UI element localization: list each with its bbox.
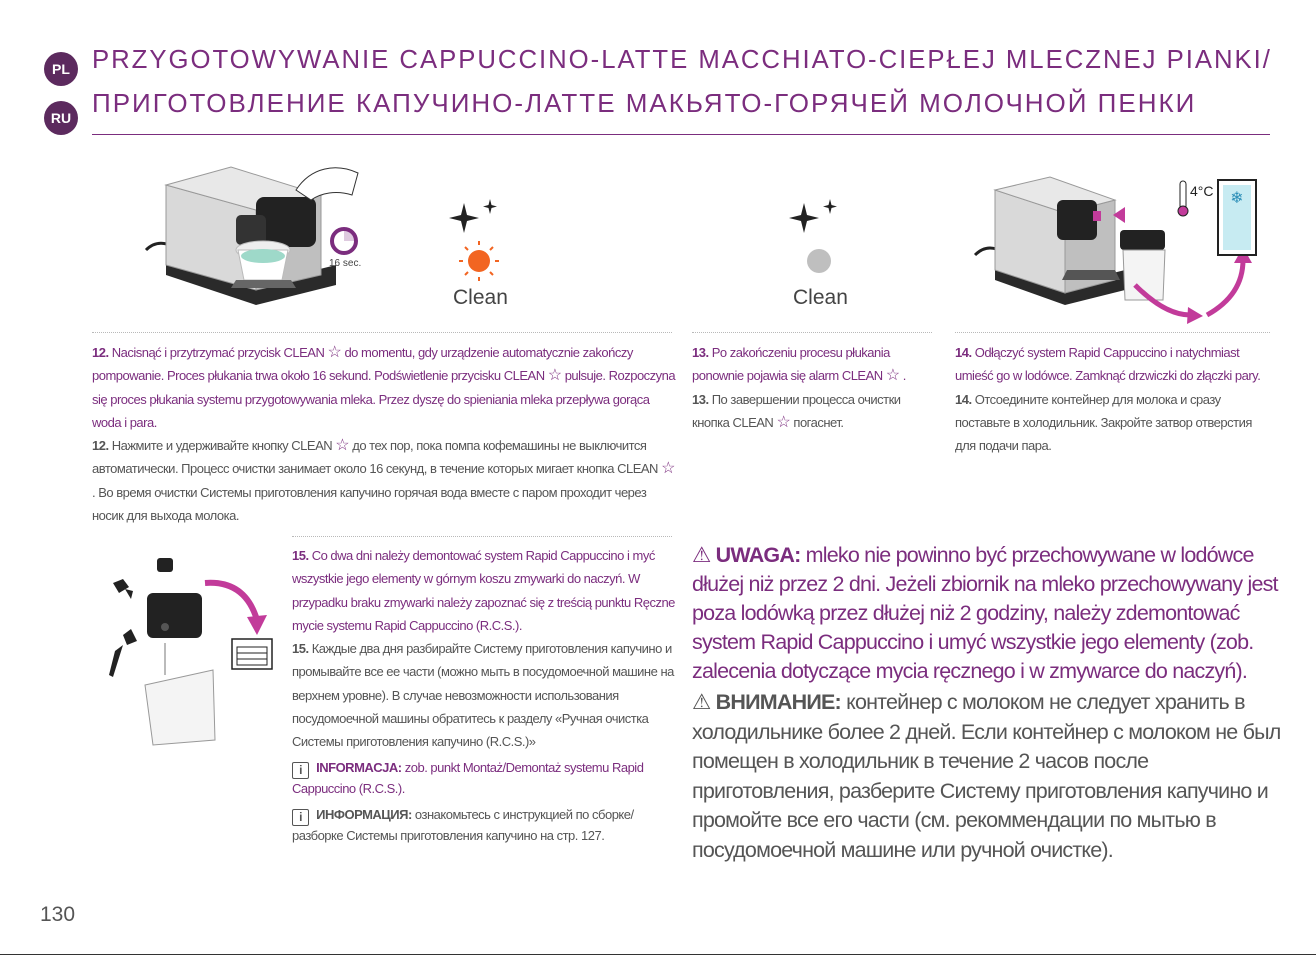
language-badge-pl: PL — [44, 52, 78, 86]
step-15-number-ru: 15. — [292, 641, 309, 657]
timer-icon — [329, 226, 359, 256]
step-13-number-ru: 13. — [692, 391, 709, 407]
header-divider — [92, 134, 1270, 135]
warning-ru-label: ВНИМАНИЕ: — [715, 690, 841, 714]
step-13-number-pl: 13. — [692, 345, 709, 360]
clean-star-icon: ☆ — [327, 344, 342, 361]
step-12-ru-part1: Нажмите и удерживайте кнопку CLEAN — [111, 438, 333, 454]
warning-pl — [692, 541, 1292, 686]
info-note-ru — [292, 805, 675, 846]
step-12-number-ru: 12. — [92, 438, 109, 454]
step-15-ru: Каждые два дня разбирайте Систему приготовления капучино и промывайте все ее части (можно мыть в посудомоечной машине на верхнем уровне). В случае невозможности использования посудомоечной машины обратитесь к разделу «Ручная очистка Системы приготовления капучино (R.C.S.)» — [292, 641, 674, 750]
step-12-pl-part3: pulsuje. Rozpoczyna się proces płukania systemu przygotowywania mleka. Przez dyszę do spieniania mleka przepływa gorąca woda i para. — [92, 368, 676, 430]
step-12-pl-part1: Nacisnąć i przytrzymać przycisk CLEAN — [111, 345, 325, 360]
clean-star-icon: ☆ — [335, 437, 350, 455]
clean-star-icon: ☆ — [776, 413, 791, 431]
fridge-storage-illustration — [975, 175, 1265, 325]
step-13-pl-part1: Po zakończeniu procesu płukania ponownie pojawia się alarm CLEAN — [692, 345, 890, 384]
info-ru-label: ИНФОРМАЦИЯ: — [316, 806, 412, 822]
step-13-ru-part1: По завершении процесса очистки кнопка CLEAN — [692, 391, 901, 430]
step-12-text — [92, 341, 677, 527]
step-15-pl: Co dwa dni należy demontować system Rapid Cappuccino i myć wszystkie jego elementy w górnym koszu zmywarki do naczyń. W przypadku braku zmywarki należy zapoznać się z treścią punktu Ręczne mycie systemu Rapid Cappuccino (R.C.S.). — [292, 548, 675, 633]
step-12-pl-part2: do momentu, gdy urządzenie automatycznie zakończy pompowanie. Proces płukania trwa około 16 sekund. Podświetlenie przycisku CLEAN — [92, 345, 633, 384]
divider-13 — [692, 332, 932, 333]
timer-label: 16 sec. — [329, 258, 362, 269]
step-14-pl: Odłączyć system Rapid Cappuccino i natychmiast umieść go w lodówce. Zamknąć drzwiczki do złączki pary. — [955, 345, 1261, 384]
info-icon: i — [292, 809, 309, 826]
warning-icon: ⚠ — [692, 543, 711, 567]
warning-ru-text: контейнер с молоком не следует хранить в холодильнике более 2 дней. Если контейнер с молоком не был помещен в холодильник в течение 2 часов после приготовления, разберите Систему приготовления капучино и промойте все его части (см. рекоммендации по мытью в посудомоечной машине или ручной очистке). — [692, 690, 1281, 862]
clean-label-blinking: Clean — [453, 286, 508, 309]
info-pl-label: INFORMACJA: — [316, 759, 402, 775]
info-note-pl — [292, 758, 675, 799]
info-pl-text: zob. punkt Montaż/Demontaż systemu Rapid Cappuccino (R.C.S.). — [292, 759, 644, 796]
step-12-ru-part2: до тех пор, пока помпа кофемашины не выключится автоматически. Процесс очистки занимает около 16 секунд, в течение которых мигает кнопка CLEAN — [92, 438, 658, 477]
warning-icon: ⚠ — [692, 690, 711, 714]
page-title-ru: ПРИГОТОВЛЕНИЕ КАПУЧИНО-ЛАТТЕ МАКЬЯТО-ГОРЯЧЕЙ МОЛОЧНОЙ ПЕНКИ — [92, 88, 1197, 118]
clean-star-icon: ☆ — [661, 460, 675, 478]
warning-pl-label: UWAGA: — [715, 543, 801, 567]
footer-divider — [0, 954, 1316, 955]
step-13-ru-part2: погаснет. — [793, 414, 844, 430]
step-12-ru-part3: . Во время очистки Системы приготовления капучино горячая вода вместе с паром проходит через носик для выхода молока. — [92, 484, 647, 524]
step-15-number-pl: 15. — [292, 548, 309, 563]
step-13-pl-part2: . — [902, 368, 906, 384]
fridge-temperature: 4°C — [1190, 183, 1214, 199]
divider-12 — [92, 332, 672, 333]
language-badge-ru: RU — [44, 101, 78, 135]
info-icon: i — [292, 762, 309, 779]
step-14-text — [955, 341, 1265, 457]
warning-ru — [692, 688, 1292, 865]
clean-label-off: Clean — [793, 286, 848, 309]
page-number: 130 — [40, 903, 76, 926]
clean-off-icon — [790, 195, 850, 285]
page-title-pl: PRZYGOTOWYWANIE CAPPUCCINO-LATTE MACCHIATO-CIEPŁEJ MLECZNEJ PIANKI/ — [92, 44, 1272, 74]
clean-blinking-icon — [450, 195, 510, 285]
info-ru-text: ознакомьтесь с инструкцией по сборке/ разборке Системы приготовления капучино на стр. 127. — [292, 806, 634, 843]
step-15-text — [292, 544, 675, 846]
clean-star-icon: ☆ — [885, 367, 900, 385]
step-14-number-ru: 14. — [955, 391, 972, 407]
step-13-text — [692, 341, 927, 434]
disassembled-parts-illustration — [105, 555, 285, 750]
warning-pl-text: mleko nie powinno być przechowywane w lodówce dłużej niż przez 2 dni. Jeżeli zbiornik na mleko przechowywany jest poza lodówką przez dłużej niż 2 godziny, należy zdemontować system Rapid Cappuccino i umyć wszystkie jego elementy (zob. zalecenia dotyczące mycia ręcznego i w zmywarce do naczyń). — [692, 543, 1278, 683]
svg-text:❄: ❄ — [1230, 190, 1244, 207]
step-14-number-pl: 14. — [955, 345, 972, 360]
clean-star-icon: ☆ — [547, 367, 562, 385]
step-12-number-pl: 12. — [92, 345, 109, 360]
step-14-ru: Отсоедините контейнер для молока и сразу поставьте в холодильник. Закройте затвор отверстия для подачи пара. — [955, 391, 1252, 454]
divider-14 — [955, 332, 1270, 333]
divider-15 — [292, 536, 672, 537]
